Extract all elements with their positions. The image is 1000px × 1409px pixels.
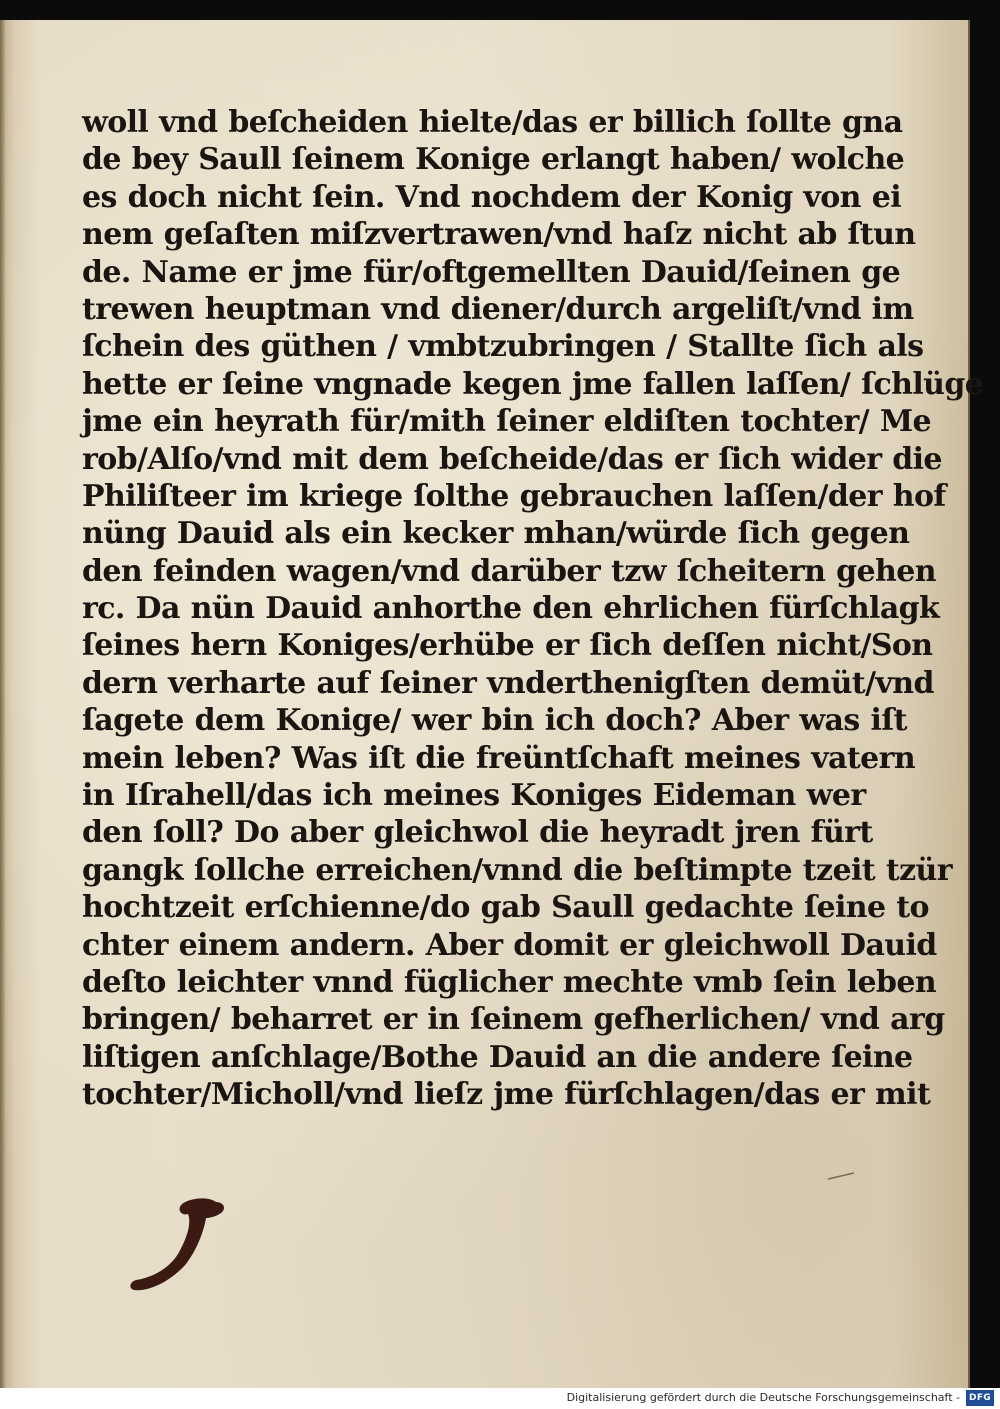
text-line: gangk ſollche erreichen/vnnd die beſtimpte tzeit tzür [82,852,952,888]
text-line: es doch nicht ſein. Vnd nochdem der Konig von ei [82,179,902,215]
body-text [82,104,984,1114]
text-line: jme ein heyrath für/mith ſeiner eldiſten tochter/ Me [82,404,931,440]
text-line: Philiſteer im kriege ſolthe gebrauchen laſſen/der hof [82,478,946,514]
text-line: in Iſrahell/das ich meines Koniges Eideman wer [82,778,866,814]
text-line: ſeines hern Koniges/erhübe er ſich deſſen nicht/Son [82,628,933,664]
text-line: den ſoll? Do aber gleichwol die heyradt jren fürt [82,815,873,851]
text-line: bringen/ beharret er in ſeinem gefherlichen/ vnd arg [82,1002,945,1038]
text-line: rc. Da nün Dauid anhorthe den ehrlichen fürſchlagk [82,591,940,627]
text-line: ſchein des güthen / vmbtzubringen / Stallte ſich als [82,329,924,365]
text-line: de bey Saull ſeinem Konige erlangt haben/ wolche [82,142,905,178]
text-line: chter einem andern. Aber domit er gleichwoll Dauid [82,927,937,963]
dfg-logo: DFG [966,1390,994,1406]
text-line: nüng Dauid als ein kecker mhan/würde ſich gegen [82,516,910,552]
text-line: dern verharte auf ſeiner vnderthenigſten demüt/vnd [82,665,934,701]
text-line: liſtigen anſchlage/Bothe Dauid an die andere ſeine [82,1039,913,1075]
ink-mark-icon [120,1188,240,1298]
text-line: den feinden wagen/vnd darüber tzw ſcheitern gehen [82,553,936,589]
page-edge-shadow [0,20,6,1388]
text-line: hochtzeit erſchienne/do gab Saull gedachte ſeine to [82,890,929,926]
printed-page [0,20,984,1388]
text-line: trewen heuptman vnd diener/durch argeliſt/vnd im [82,291,914,327]
stain-mark-icon [826,1170,856,1182]
text-line: ſagete dem Konige/ wer bin ich doch? Aber was iſt [82,703,907,739]
text-line: de. Name er jme für/oftgemellten Dauid/ſeinen ge [82,254,901,290]
text-line: rob/Alſo/vnd mit dem beſcheide/das er ſich wider die [82,441,942,477]
text-line: woll vnd beſcheiden hielte/das er billich ſollte gna [82,105,903,140]
text-line: hette er ſeine vngnade kegen jme fallen laſſen/ ſchlüge [82,366,984,402]
text-line: deſto leichter vnnd füglicher mechte vmb ſein leben [82,964,937,1000]
text-line: tochter/Micholl/vnd lieſz jme fürſchlagen/das er mit [82,1077,931,1113]
footer-bar [0,1388,1000,1409]
text-line: mein leben? Was iſt die freüntſchaft meines vatern [82,740,916,776]
text-line: nem geſaſten miſzvertrawen/vnd haſz nicht ab ſtun [82,217,916,253]
funding-credit: Digitalisierung gefördert durch die Deutsche Forschungsgemeinschaft - [566,1391,960,1404]
